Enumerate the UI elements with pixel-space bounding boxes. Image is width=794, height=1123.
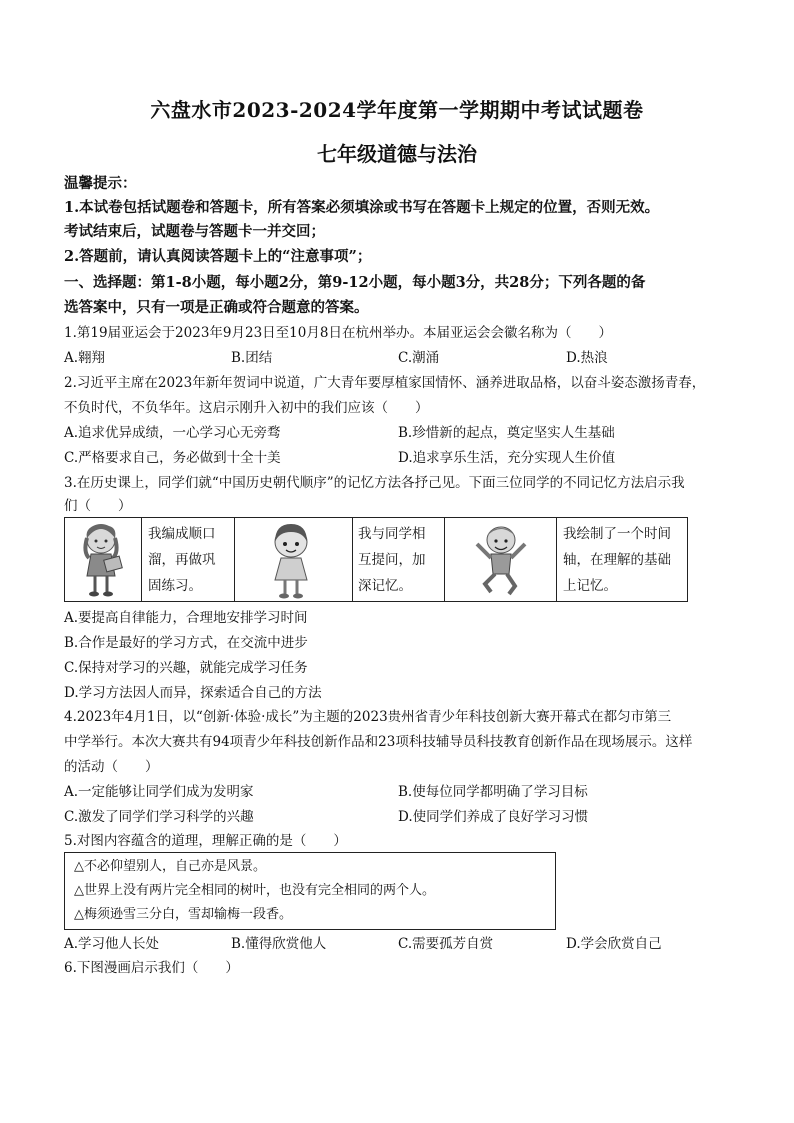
q3-option-a: A.要提高自律能力，合理地安排学习时间 <box>64 610 308 626</box>
girl-reading-icon <box>65 518 141 601</box>
q1-option-c: C.潮涌 <box>398 350 440 366</box>
q4-stem-line-2: 中学举行。本次大赛共有94项青少年科技创新作品和23项科技辅导员科技教育创新作品在现场展示。这样 <box>64 734 693 750</box>
section-heading-line-1: 一、选择题：第1-8小题，每小题2分，第9-12小题，每小题3分，共28分；下列各题的备 <box>64 274 646 291</box>
q6-stem: 6.下图漫画启示我们（ ） <box>64 960 239 976</box>
q4-option-a: A.一定能够让同学们成为发明家 <box>64 784 254 800</box>
q1-option-a: A.翱翔 <box>64 350 106 366</box>
q3-method-1: 我编成顺口 溜，再做巩 固练习。 <box>148 526 216 594</box>
q2-stem-line-1: 2.习近平主席在2023年新年贺词中说道，广大青年要厚植家国情怀、涵养进取品格，以奋斗姿态激扬青春， <box>64 375 706 391</box>
q2-option-c: C.严格要求自己，务必做到十全十美 <box>64 450 281 466</box>
q3-stem-line-1: 3.在历史课上，同学们就“中国历史朝代顺序”的记忆方法各抒己见。下面三位同学的不同记忆方法启示我 <box>64 475 685 491</box>
exam-title: 六盘水市2023-2024学年度第一学期期中考试试题卷 <box>150 98 644 122</box>
q3-student-2-illustration <box>235 518 352 601</box>
q4-option-d: D.使同学们养成了良好学习习惯 <box>398 809 589 825</box>
q5-stem: 5.对图内容蕴含的道理，理解正确的是（ ） <box>64 833 347 849</box>
notice-heading: 温馨提示： <box>64 175 137 192</box>
exam-subject: 七年级道德与法治 <box>317 142 477 166</box>
q2-option-a: A.追求优异成绩，一心学习心无旁骛 <box>64 425 281 441</box>
section-heading-line-2: 选答案中，只有一项是正确或符合题意的答案。 <box>64 299 369 316</box>
q1-option-d: D.热浪 <box>566 350 608 366</box>
notice-item-1-line-1: 1.本试卷包括试题卷和答题卡，所有答案必须填涂或书写在答题卡上规定的位置，否则无效。 <box>64 199 660 216</box>
q5-quote-1: △不必仰望别人，自己亦是风景。 <box>74 859 266 874</box>
q3-stem-line-2: 们（ ） <box>64 498 132 514</box>
q3-method-2: 我与同学相 互提问，加 深记忆。 <box>358 526 426 594</box>
q1-stem: 1.第19届亚运会于2023年9月23日至10月8日在杭州举办。本届亚运会会徽名称为（ ） <box>64 325 612 341</box>
boy-jumping-icon <box>445 518 556 601</box>
q2-option-b: B.珍惜新的起点，奠定坚实人生基础 <box>398 425 615 441</box>
q3-student-3-illustration <box>445 518 556 601</box>
notice-item-2: 2.答题前，请认真阅读答题卡上的“注意事项”； <box>64 248 372 265</box>
q5-option-a: A.学习他人长处 <box>64 936 160 952</box>
q2-stem-line-2: 不负时代，不负华年。这启示刚升入初中的我们应该（ ） <box>64 400 429 416</box>
q4-stem-line-3: 的活动（ ） <box>64 759 159 775</box>
q3-option-d: D.学习方法因人而异，探索适合自己的方法 <box>64 685 322 701</box>
q3-option-b: B.合作是最好的学习方式，在交流中进步 <box>64 635 308 651</box>
notice-item-1-line-2: 考试结束后，试题卷与答题卡一并交回； <box>64 223 325 240</box>
q4-option-b: B.使每位同学都明确了学习目标 <box>398 784 588 800</box>
q3-option-c: C.保持对学习的兴趣，就能完成学习任务 <box>64 660 308 676</box>
q5-quote-box <box>64 852 556 930</box>
q5-quote-3: △梅须逊雪三分白，雪却输梅一段香。 <box>74 907 292 922</box>
q5-option-d: D.学会欣赏自己 <box>566 936 662 952</box>
q2-option-d: D.追求享乐生活，充分实现人生价值 <box>398 450 616 466</box>
q5-quote-2: △世界上没有两片完全相同的树叶，也没有完全相同的两个人。 <box>74 883 435 898</box>
q3-student-1-illustration <box>65 518 141 601</box>
q4-option-c: C.激发了同学们学习科学的兴趣 <box>64 809 254 825</box>
q3-method-3: 我绘制了一个时间 轴，在理解的基础 上记忆。 <box>563 526 671 594</box>
q5-option-c: C.需要孤芳自赏 <box>398 936 494 952</box>
q3-methods-table <box>64 517 688 602</box>
girl-smiling-icon <box>235 518 352 601</box>
q1-option-b: B.团结 <box>231 350 273 366</box>
q5-option-b: B.懂得欣赏他人 <box>231 936 327 952</box>
q4-stem-line-1: 4.2023年4月1日，以“创新·体验·成长”为主题的2023贵州省青少年科技创新大赛开幕式在都匀市第三 <box>64 709 672 725</box>
